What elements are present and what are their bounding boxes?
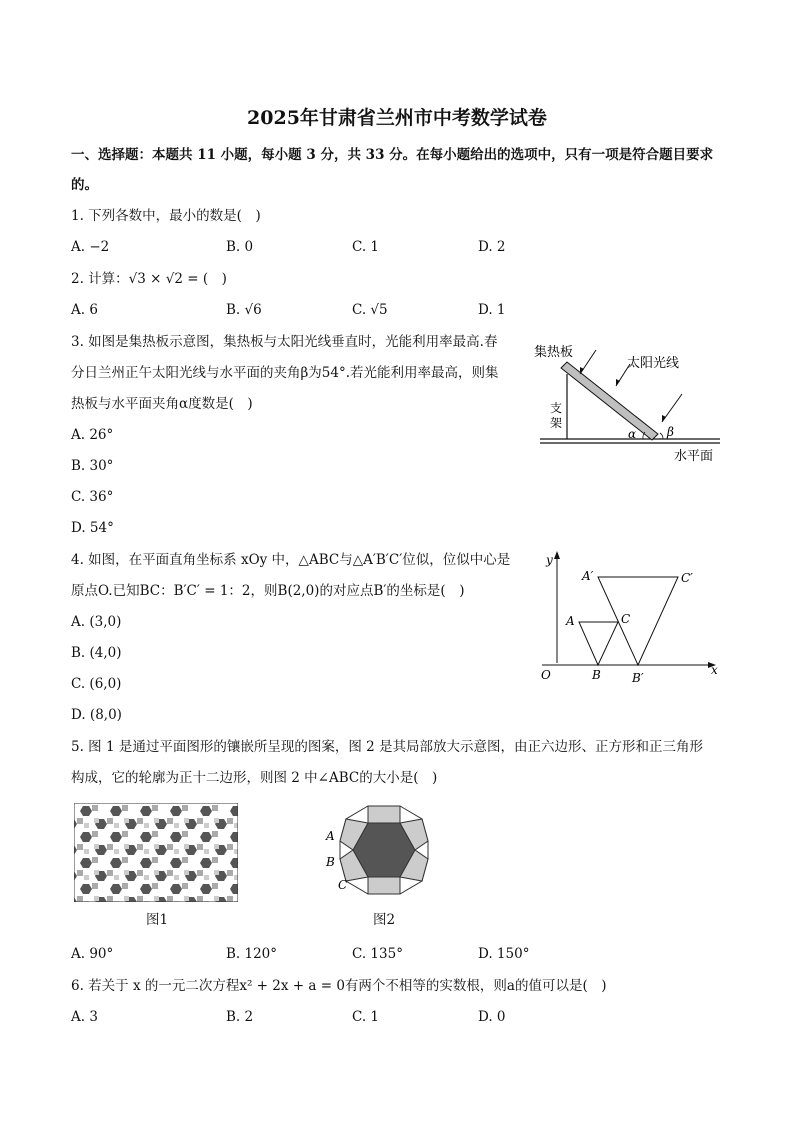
label-A: A	[326, 829, 335, 843]
q5-option-b: B. 120°	[226, 946, 278, 962]
q6-option-b: B. 2	[226, 1009, 254, 1025]
q3-option-c: C. 36°	[71, 489, 114, 505]
label-alpha: α	[628, 427, 637, 441]
q3-line2: 分日兰州正午太阳光线与水平面的夹角β为54°.若光能利用率最高，则集	[71, 365, 499, 381]
q1-option-d: D. 2	[478, 239, 506, 255]
q1-option-b: B. 0	[226, 239, 254, 255]
label-x-axis: x	[711, 663, 718, 677]
label-support-2: 架	[550, 416, 563, 430]
q3-option-d: D. 54°	[71, 520, 114, 536]
label-A: A	[566, 614, 575, 628]
q3-option-b: B. 30°	[71, 458, 114, 474]
q3-solar-panel-figure	[530, 338, 730, 468]
q5-tessellation-figure1	[74, 803, 238, 902]
label-origin: O	[541, 668, 551, 682]
label-y-axis: y	[546, 553, 553, 567]
q5-option-d: D. 150°	[478, 946, 530, 962]
label-ground: 水平面	[674, 449, 714, 464]
label-sunlight: 太阳光线	[627, 356, 680, 371]
label-C-prime: C′	[681, 571, 693, 585]
q3-line3: 热板与水平面夹角α度数是( )	[71, 396, 253, 412]
q4-option-d: D. (8,0)	[71, 707, 122, 723]
q6-option-a: A. 3	[71, 1009, 98, 1025]
label-beta: β	[667, 425, 674, 439]
section-header-line2: 的。	[71, 177, 98, 193]
label-C: C	[621, 612, 631, 626]
q2-option-b: B. √6	[226, 302, 262, 318]
q4-option-a: A. (3,0)	[71, 614, 122, 630]
q4-line2: 原点O.已知BC：B′C′ = 1：2，则B(2,0)的对应点B′的坐标是( )	[71, 583, 465, 599]
q2-stem: 2. 计算：√3 × √2 = ( )	[71, 271, 227, 287]
q3-line1: 3. 如图是集热板示意图，集热板与太阳光线垂直时，光能利用率最高.春	[71, 334, 498, 350]
label-A-prime: A′	[582, 569, 594, 583]
label-B: B	[326, 855, 335, 869]
q2-option-c: C. √5	[352, 302, 388, 318]
q2-option-a: A. 6	[71, 302, 98, 318]
q4-option-c: C. (6,0)	[71, 676, 122, 692]
label-B-prime: B′	[632, 671, 644, 685]
q4-option-b: B. (4,0)	[71, 645, 122, 661]
q5-fig1-caption: 图1	[146, 912, 169, 928]
q3-option-a: A. 26°	[71, 427, 114, 443]
q2-option-d: D. 1	[478, 302, 506, 318]
label-support-1: 支	[550, 401, 563, 415]
q4-coordinate-figure	[530, 545, 730, 685]
q5-line1: 5. 图 1 是通过平面图形的镶嵌所呈现的图案，图 2 是其局部放大示意图，由正六边形、正方形和正三角形	[71, 739, 704, 755]
q5-option-a: A. 90°	[71, 946, 114, 962]
q6-option-d: D. 0	[478, 1009, 506, 1025]
page-title: 2025年甘肃省兰州市中考数学试卷	[247, 107, 547, 129]
label-C: C	[338, 878, 348, 892]
q6-option-c: C. 1	[352, 1009, 380, 1025]
q1-option-a: A. −2	[71, 239, 110, 255]
label-panel: 集热板	[534, 345, 574, 360]
q4-line1: 4. 如图，在平面直角坐标系 xOy 中，△ABC与△A′B′C′位似，位似中心是	[71, 552, 511, 568]
section-header-line1: 一、选择题：本题共 11 小题，每小题 3 分，共 33 分。在每小题给出的选项中，只有一项是符合题目要求	[71, 147, 714, 163]
q1-option-c: C. 1	[352, 239, 380, 255]
label-B: B	[592, 668, 601, 682]
q6-stem: 6. 若关于 x 的一元二次方程x² + 2x + a = 0有两个不相等的实数根，则a的值可以是( )	[71, 978, 607, 994]
q5-dodecagon-figure2	[322, 803, 442, 898]
q1-stem: 1. 下列各数中，最小的数是( )	[71, 208, 261, 224]
q5-line2: 构成，它的轮廓为正十二边形，则图 2 中∠ABC的大小是( )	[71, 770, 438, 786]
q5-option-c: C. 135°	[352, 946, 403, 962]
q5-fig2-caption: 图2	[373, 912, 396, 928]
